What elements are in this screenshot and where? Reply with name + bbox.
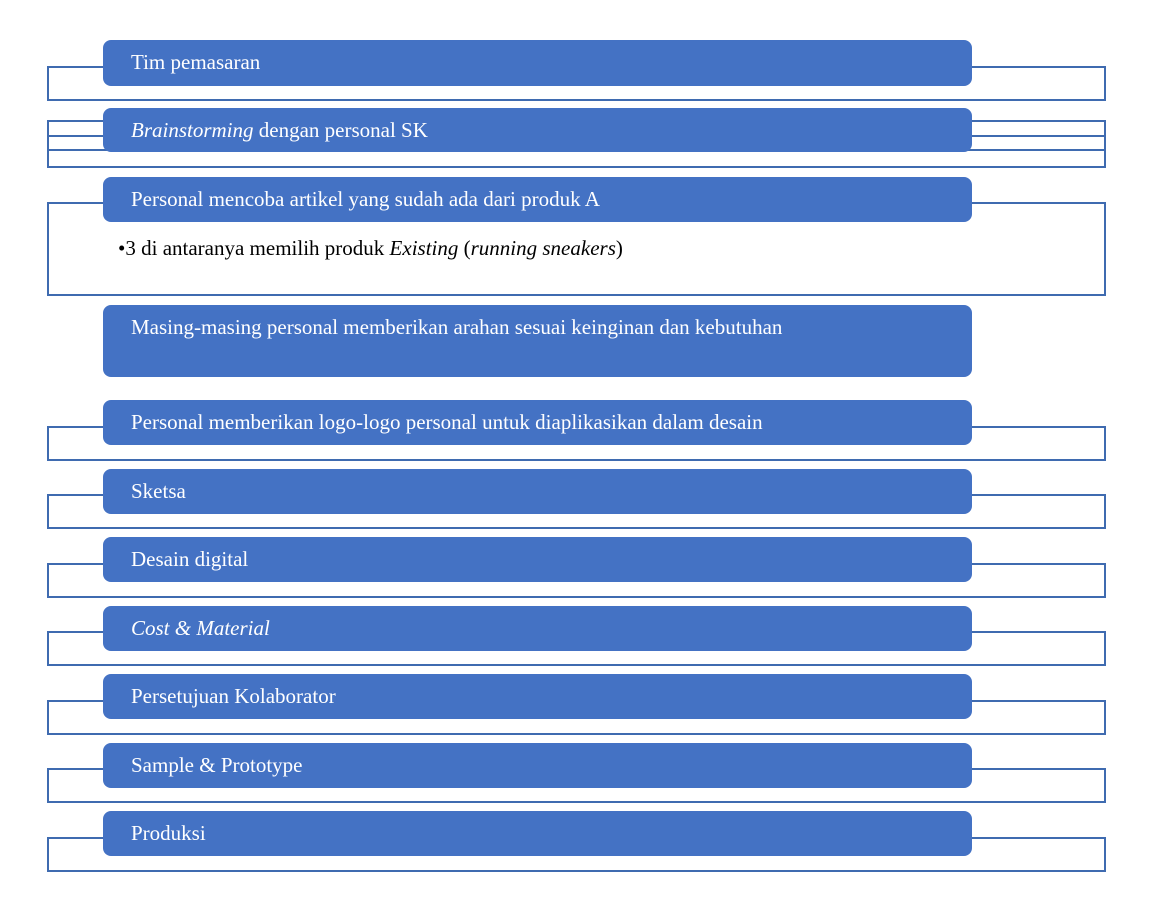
bullet-marker: •	[118, 236, 126, 260]
step-label-7: Desain digital	[131, 547, 249, 571]
step-bar-5	[103, 400, 972, 445]
bullet-italic-1: Existing	[389, 236, 459, 260]
step-bar-8	[103, 606, 972, 651]
step-bar-10	[103, 743, 972, 788]
step-label-6: Sketsa	[131, 479, 186, 503]
bullet-italic-2: running sneakers	[470, 236, 616, 260]
step-bar-11	[103, 811, 972, 856]
step-label-1: Tim pemasaran	[131, 50, 261, 74]
step-3-bullet	[118, 236, 623, 261]
step-bar-2	[103, 108, 972, 152]
step-bar-9	[103, 674, 972, 719]
step-bar-3	[103, 177, 972, 222]
step-label-9: Persetujuan Kolaborator	[131, 684, 336, 708]
step-label-8: Cost & Material	[131, 616, 270, 640]
step-label-4: Masing-masing personal memberikan arahan sesuai keinginan dan kebutuhan	[131, 315, 783, 339]
bullet-prefix: 3 di antaranya memilih produk	[125, 236, 390, 260]
step-label-2: dengan personal SK	[253, 118, 428, 142]
step-bar-4	[103, 305, 972, 377]
step-bar-7	[103, 537, 972, 582]
bullet-mid: (	[458, 236, 471, 260]
step-label-2-italic: Brainstorming	[131, 118, 254, 142]
step-label-10: Sample & Prototype	[131, 753, 303, 777]
bullet-suffix: )	[615, 236, 623, 260]
step-label-11: Produksi	[131, 821, 206, 845]
step-label-5: Personal memberikan logo-logo personal untuk diaplikasikan dalam desain	[131, 410, 763, 434]
step-label-3: Personal mencoba artikel yang sudah ada dari produk A	[131, 187, 600, 211]
step-bar-6	[103, 469, 972, 514]
step-bar-1	[103, 40, 972, 86]
